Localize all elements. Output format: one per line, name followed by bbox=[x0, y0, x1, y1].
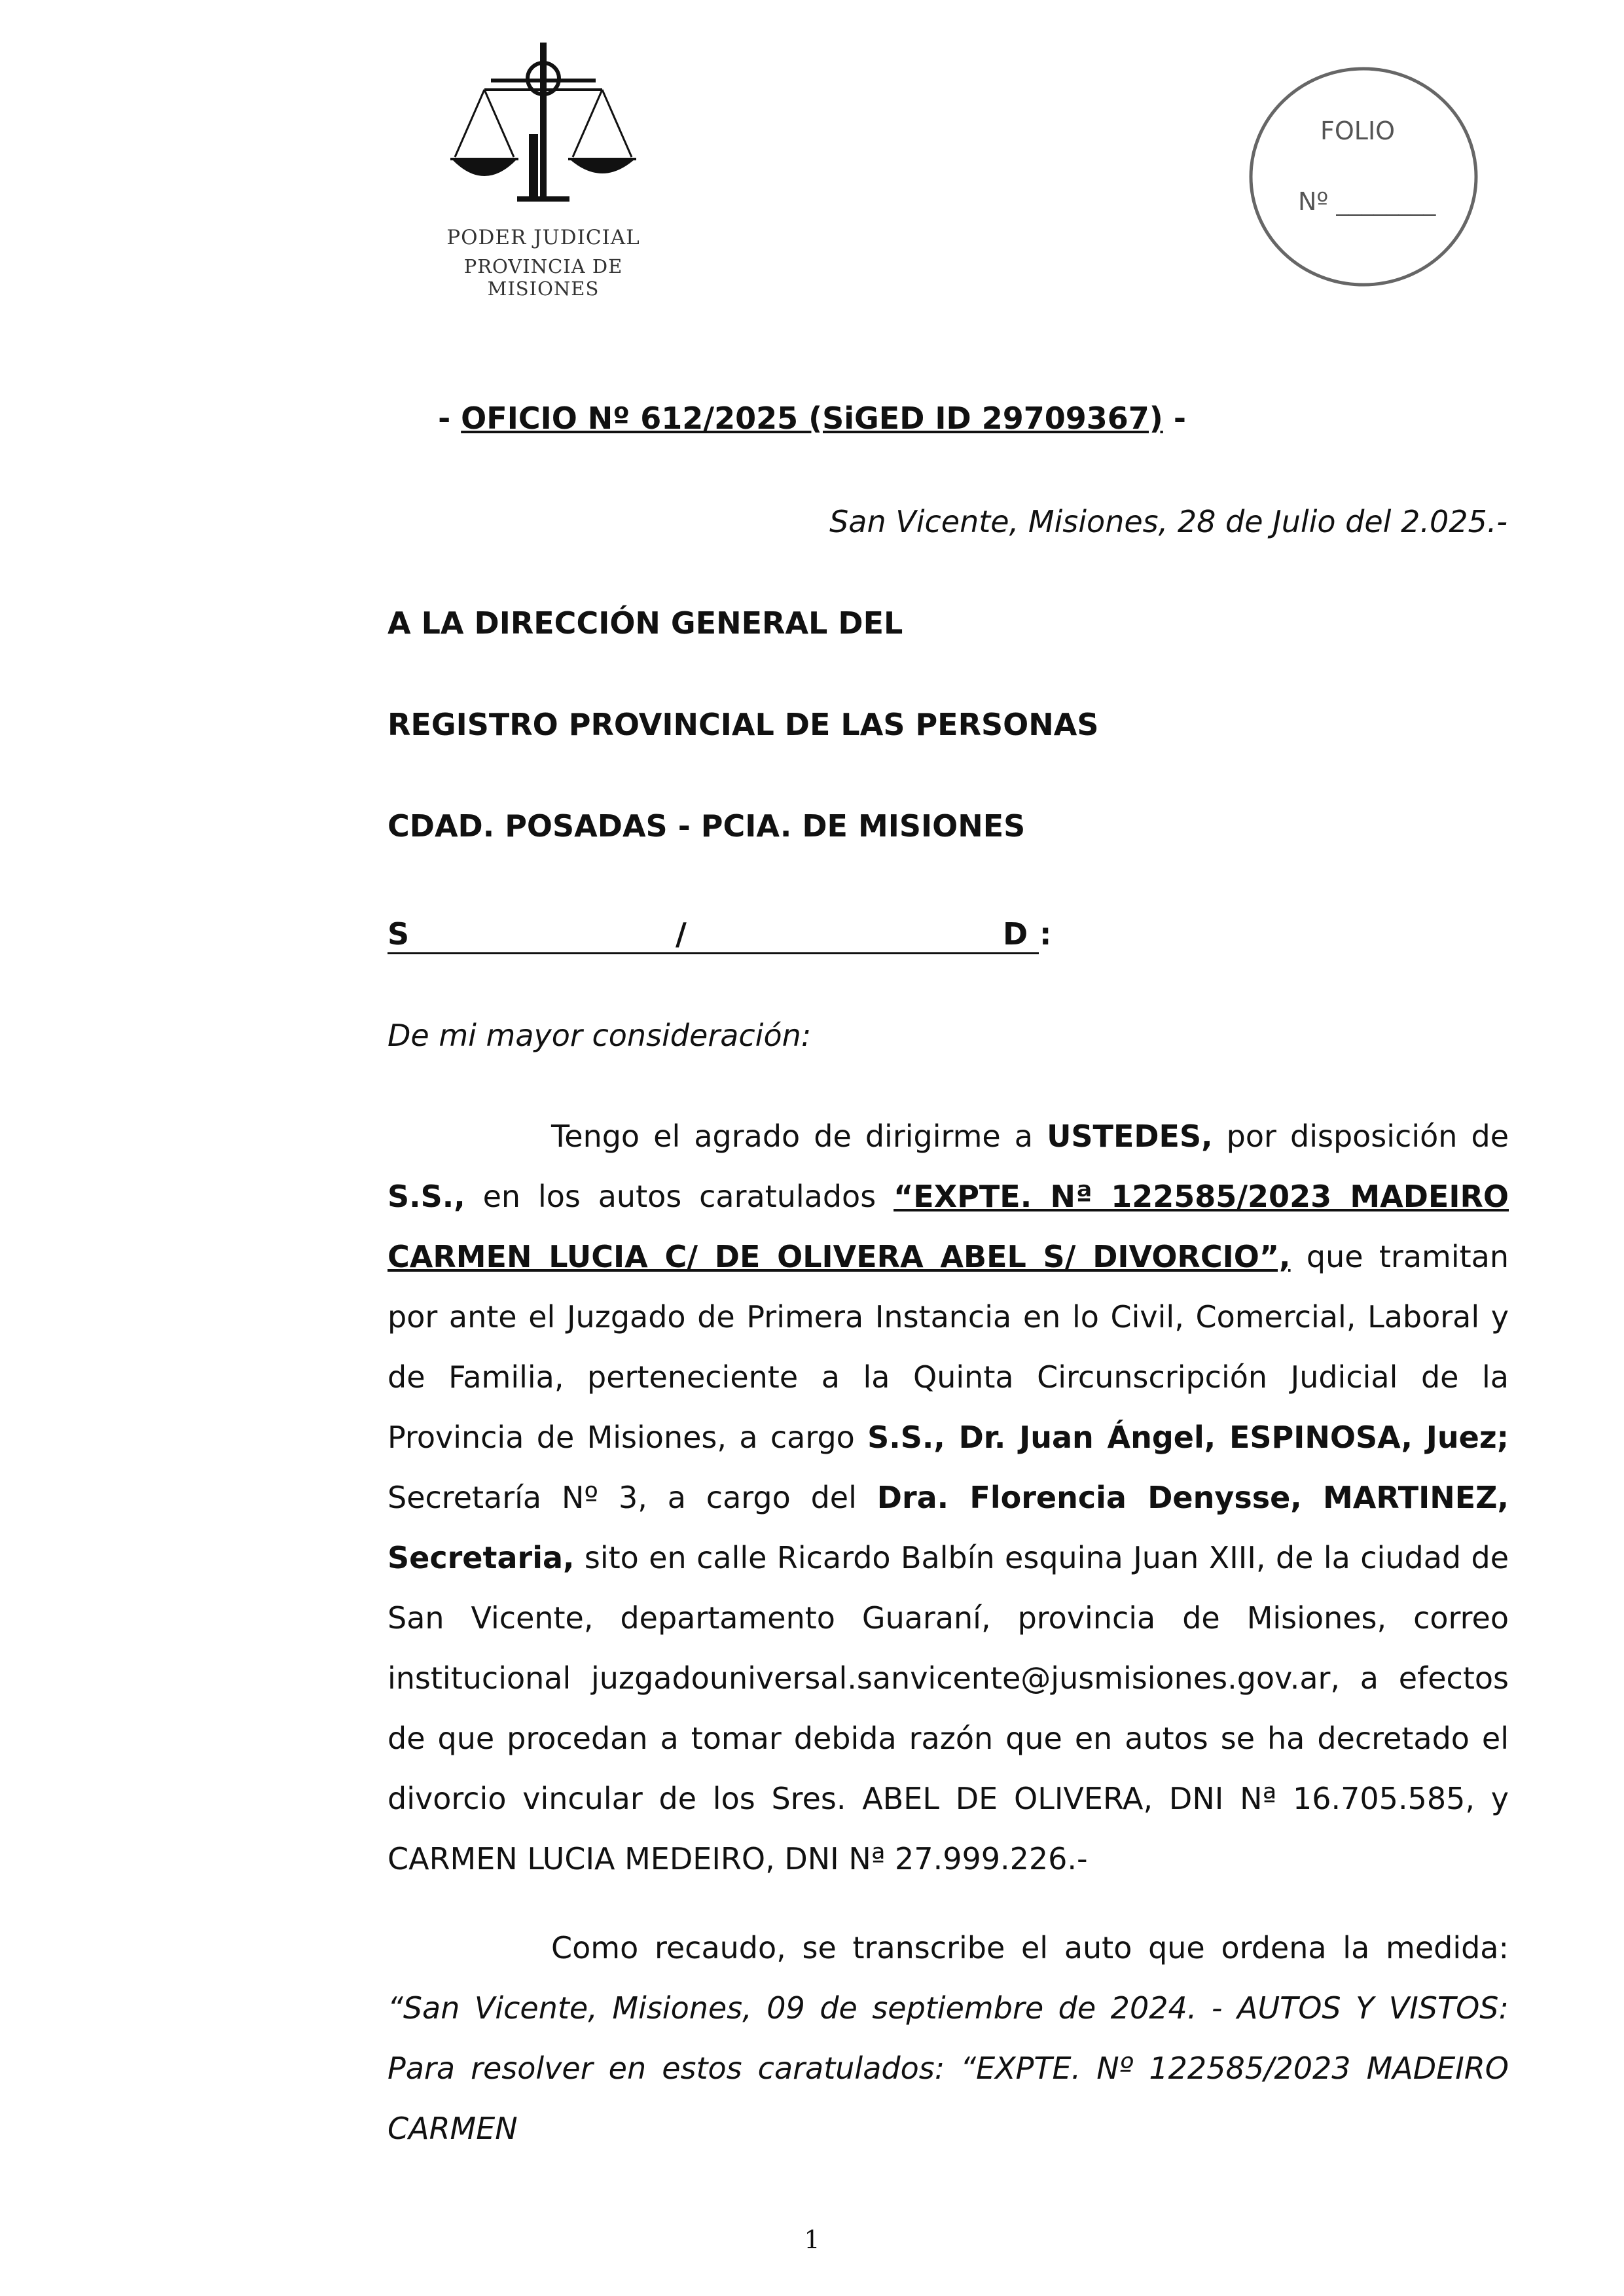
scales-of-justice-icon bbox=[445, 36, 641, 219]
sd-d: D bbox=[1003, 916, 1028, 952]
addressee-line-3: CDAD. POSADAS - PCIA. DE MISIONES bbox=[388, 808, 1026, 844]
date-line: San Vicente, Misiones, 28 de Julio del 2.025.- bbox=[829, 504, 1507, 539]
sd-s: S bbox=[388, 916, 410, 952]
institution-province: PROVINCIA DE MISIONES bbox=[463, 255, 623, 300]
p1-ss: S.S., bbox=[388, 1179, 465, 1214]
addressee-line-1: A LA DIRECCIÓN GENERAL DEL bbox=[388, 605, 903, 641]
page-number: 1 bbox=[804, 2225, 820, 2254]
document-title bbox=[0, 401, 1624, 436]
folio-circle-icon bbox=[1247, 64, 1483, 292]
judge-name: S.S., Dr. Juan Ángel, ESPINOSA, Juez; bbox=[867, 1420, 1509, 1455]
judicial-logo bbox=[406, 36, 681, 300]
title-prefix: - bbox=[438, 401, 451, 436]
p1-text-5: Secretaría Nº 3, a cargo del bbox=[388, 1480, 877, 1515]
sd-slash: / bbox=[676, 916, 687, 952]
secretary-name: Dra. Florencia Denysse, MARTINEZ, Secretaria, bbox=[388, 1480, 1509, 1575]
p1-text-1: Tengo el agrado de dirigirme a bbox=[551, 1119, 1047, 1154]
sd-colon: : bbox=[1039, 916, 1052, 952]
body-paragraph-2 bbox=[388, 1918, 1509, 2159]
sd-line bbox=[388, 916, 1039, 954]
p1-text-6: sito en calle Ricardo Balbín esquina Juan XIII, de la ciudad de San Vicente, departamento Guaraní, provincia de Misiones, correo institucional juzgadouniversal.sanvicente@jusmisiones.gov.ar, a efectos de que procedan a tomar debida razón que en autos se ha decretado el divorcio vincular de los Sres. ABEL DE OLIVERA, DNI Nª 16.705.585, y CARMEN LUCIA MEDEIRO, DNI Nª 27.999.226.- bbox=[388, 1540, 1509, 1876]
greeting: De mi mayor consideración: bbox=[388, 1018, 812, 1053]
quoted-order: “San Vicente, Misiones, 09 de septiembre de 2024. - AUTOS Y VISTOS: Para resolver en estos caratulados: “EXPTE. Nº 122585/2023 MADEIRO CARMEN bbox=[388, 1990, 1509, 2146]
title-suffix: - bbox=[1173, 401, 1186, 436]
p1-text-2: por disposición de bbox=[1212, 1119, 1509, 1154]
body-paragraph-1 bbox=[388, 1106, 1509, 1889]
folio-label: FOLIO bbox=[1320, 117, 1396, 145]
folio-number-field: Nº ________ bbox=[1298, 187, 1436, 216]
addressee-line-2: REGISTRO PROVINCIAL DE LAS PERSONAS bbox=[388, 707, 1099, 742]
p1-ustedes: USTEDES, bbox=[1047, 1119, 1213, 1154]
p2-text-1: Como recaudo, se transcribe el auto que ordena la medida: bbox=[551, 1930, 1509, 1965]
institution-name: PODER JUDICIAL bbox=[446, 226, 640, 249]
folio-stamp bbox=[1247, 64, 1483, 292]
p1-text-4: que tramitan por ante el Juzgado de Primera Instancia en lo Civil, Comercial, Laboral y de Familia, perteneciente a la Quinta Circunscripción Judicial de la Provincia de Misiones, a cargo bbox=[388, 1239, 1509, 1455]
case-caption: “EXPTE. Nª 122585/2023 MADEIRO CARMEN LUCIA C/ DE OLIVERA ABEL S/ DIVORCIO”, bbox=[388, 1179, 1509, 1274]
oficio-number: OFICIO Nº 612/2025 (SiGED ID 29709367) bbox=[461, 401, 1163, 436]
p1-text-3: en los autos caratulados bbox=[465, 1179, 894, 1214]
